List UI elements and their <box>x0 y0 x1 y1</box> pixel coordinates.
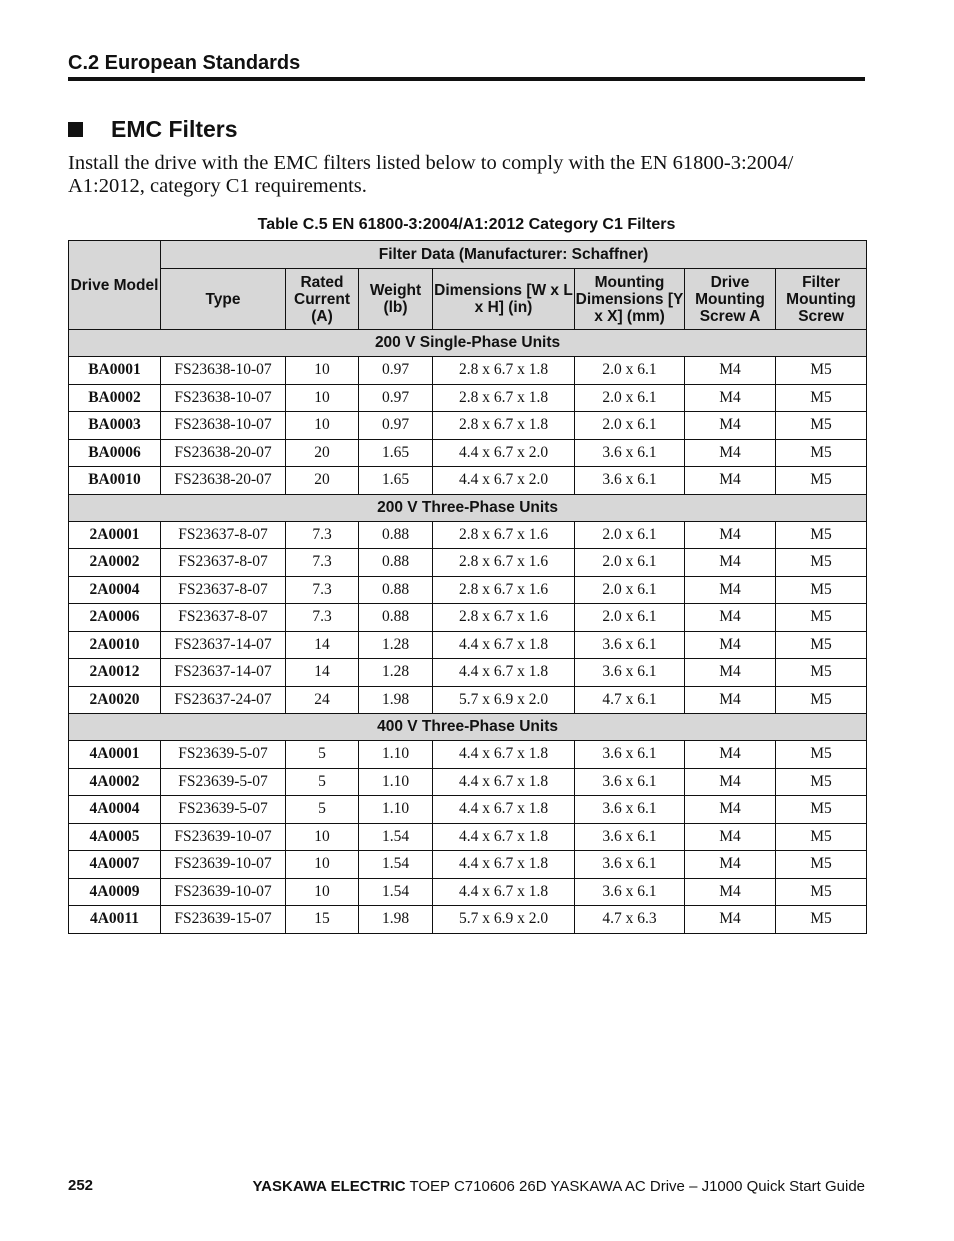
filter-screw-cell: M5 <box>776 439 867 467</box>
mounting-dimensions-cell: 3.6 x 6.1 <box>575 796 685 824</box>
table-caption: Table C.5 EN 61800-3:2004/A1:2012 Category C1 Filters <box>257 216 676 233</box>
rated-current-cell: 5 <box>286 741 359 769</box>
drive-model-cell: 2A0004 <box>69 576 161 604</box>
footer-doc-title <box>253 1178 865 1195</box>
rated-current-cell: 14 <box>286 631 359 659</box>
section-rule <box>68 77 865 81</box>
filter-screw-cell: M5 <box>776 521 867 549</box>
group-header-row <box>69 330 867 357</box>
drive-model-cell: 4A0005 <box>69 823 161 851</box>
page-number: 252 <box>68 1177 94 1194</box>
mounting-dimensions-cell: 3.6 x 6.1 <box>575 467 685 495</box>
drive-screw-cell: M4 <box>685 604 776 632</box>
filter-type-cell: FS23639-5-07 <box>161 741 286 769</box>
table-row <box>69 878 867 906</box>
group-header-row <box>69 494 867 521</box>
dimensions-cell: 4.4 x 6.7 x 2.0 <box>433 467 575 495</box>
dimensions-cell: 4.4 x 6.7 x 1.8 <box>433 823 575 851</box>
filter-type-cell: FS23637-14-07 <box>161 659 286 687</box>
weight-cell: 0.97 <box>359 357 433 385</box>
filter-type-cell: FS23638-20-07 <box>161 467 286 495</box>
filter-type-cell: FS23638-10-07 <box>161 357 286 385</box>
filter-screw-cell: M5 <box>776 851 867 879</box>
weight-cell: 1.54 <box>359 851 433 879</box>
rated-current-cell: 10 <box>286 878 359 906</box>
table-row <box>69 686 867 714</box>
mounting-dimensions-cell: 4.7 x 6.3 <box>575 906 685 934</box>
drive-screw-cell: M4 <box>685 412 776 440</box>
rated-current-cell: 20 <box>286 439 359 467</box>
filter-screw-cell: M5 <box>776 686 867 714</box>
rated-current-cell: 10 <box>286 851 359 879</box>
header-filter-screw: Filter Mounting Screw <box>776 269 867 330</box>
drive-model-cell: BA0001 <box>69 357 161 385</box>
table-row <box>69 796 867 824</box>
table-row <box>69 659 867 687</box>
table-row <box>69 357 867 385</box>
rated-current-cell: 10 <box>286 412 359 440</box>
drive-model-cell: BA0006 <box>69 439 161 467</box>
filter-screw-cell: M5 <box>776 878 867 906</box>
rated-current-cell: 15 <box>286 906 359 934</box>
drive-model-cell: 4A0009 <box>69 878 161 906</box>
drive-model-cell: 2A0001 <box>69 521 161 549</box>
drive-model-cell: BA0002 <box>69 384 161 412</box>
drive-model-cell: 4A0011 <box>69 906 161 934</box>
table-row <box>69 631 867 659</box>
weight-cell: 1.98 <box>359 906 433 934</box>
table-row <box>69 467 867 495</box>
filter-type-cell: FS23639-15-07 <box>161 906 286 934</box>
square-bullet-icon <box>68 122 83 137</box>
mounting-dimensions-cell: 2.0 x 6.1 <box>575 412 685 440</box>
drive-screw-cell: M4 <box>685 659 776 687</box>
mounting-dimensions-cell: 2.0 x 6.1 <box>575 357 685 385</box>
filter-screw-cell: M5 <box>776 906 867 934</box>
dimensions-cell: 4.4 x 6.7 x 1.8 <box>433 631 575 659</box>
weight-cell: 1.65 <box>359 439 433 467</box>
footer-doc: TOEP C710606 26D YASKAWA AC Drive – J1000 Quick Start Guide <box>405 1178 865 1195</box>
filter-type-cell: FS23637-8-07 <box>161 521 286 549</box>
table-row <box>69 906 867 934</box>
filter-type-cell: FS23639-5-07 <box>161 768 286 796</box>
filter-type-cell: FS23639-5-07 <box>161 796 286 824</box>
filter-screw-cell: M5 <box>776 631 867 659</box>
filter-screw-cell: M5 <box>776 741 867 769</box>
drive-model-cell: 4A0007 <box>69 851 161 879</box>
filter-screw-cell: M5 <box>776 384 867 412</box>
header-type: Type <box>161 269 286 330</box>
rated-current-cell: 5 <box>286 768 359 796</box>
table-row <box>69 549 867 577</box>
dimensions-cell: 4.4 x 6.7 x 2.0 <box>433 439 575 467</box>
filter-type-cell: FS23638-10-07 <box>161 412 286 440</box>
filter-type-cell: FS23639-10-07 <box>161 823 286 851</box>
mounting-dimensions-cell: 3.6 x 6.1 <box>575 851 685 879</box>
dimensions-cell: 2.8 x 6.7 x 1.8 <box>433 412 575 440</box>
rated-current-cell: 7.3 <box>286 576 359 604</box>
weight-cell: 1.98 <box>359 686 433 714</box>
drive-model-cell: 2A0020 <box>69 686 161 714</box>
table-row <box>69 851 867 879</box>
filter-type-cell: FS23637-8-07 <box>161 549 286 577</box>
header-weight: Weight (lb) <box>359 269 433 330</box>
filter-type-cell: FS23638-20-07 <box>161 439 286 467</box>
drive-model-cell: BA0003 <box>69 412 161 440</box>
dimensions-cell: 2.8 x 6.7 x 1.6 <box>433 576 575 604</box>
dimensions-cell: 5.7 x 6.9 x 2.0 <box>433 906 575 934</box>
filter-screw-cell: M5 <box>776 823 867 851</box>
rated-current-cell: 24 <box>286 686 359 714</box>
filter-screw-cell: M5 <box>776 467 867 495</box>
mounting-dimensions-cell: 3.6 x 6.1 <box>575 768 685 796</box>
section-heading: C.2 European Standards <box>68 52 301 74</box>
table-row <box>69 604 867 632</box>
table-row <box>69 768 867 796</box>
drive-screw-cell: M4 <box>685 467 776 495</box>
dimensions-cell: 2.8 x 6.7 x 1.6 <box>433 604 575 632</box>
drive-screw-cell: M4 <box>685 686 776 714</box>
dimensions-cell: 4.4 x 6.7 x 1.8 <box>433 851 575 879</box>
mounting-dimensions-cell: 3.6 x 6.1 <box>575 439 685 467</box>
group-title: 400 V Three-Phase Units <box>69 714 867 741</box>
mounting-dimensions-cell: 3.6 x 6.1 <box>575 823 685 851</box>
footer-brand: YASKAWA ELECTRIC <box>252 1178 406 1195</box>
filter-screw-cell: M5 <box>776 659 867 687</box>
filter-type-cell: FS23639-10-07 <box>161 851 286 879</box>
dimensions-cell: 2.8 x 6.7 x 1.6 <box>433 521 575 549</box>
mounting-dimensions-cell: 3.6 x 6.1 <box>575 631 685 659</box>
filter-screw-cell: M5 <box>776 357 867 385</box>
dimensions-cell: 4.4 x 6.7 x 1.8 <box>433 741 575 769</box>
drive-model-cell: 2A0002 <box>69 549 161 577</box>
drive-model-cell: 4A0001 <box>69 741 161 769</box>
rated-current-cell: 7.3 <box>286 549 359 577</box>
table-row <box>69 412 867 440</box>
filter-type-cell: FS23639-10-07 <box>161 878 286 906</box>
dimensions-cell: 4.4 x 6.7 x 1.8 <box>433 768 575 796</box>
filter-type-cell: FS23637-8-07 <box>161 576 286 604</box>
mounting-dimensions-cell: 3.6 x 6.1 <box>575 741 685 769</box>
table-body <box>69 330 867 934</box>
rated-current-cell: 10 <box>286 823 359 851</box>
drive-screw-cell: M4 <box>685 768 776 796</box>
filter-screw-cell: M5 <box>776 604 867 632</box>
mounting-dimensions-cell: 2.0 x 6.1 <box>575 521 685 549</box>
group-header-row <box>69 714 867 741</box>
header-dimensions: Dimensions [W x L x H] (in) <box>433 269 575 330</box>
group-title: 200 V Three-Phase Units <box>69 494 867 521</box>
drive-screw-cell: M4 <box>685 521 776 549</box>
weight-cell: 0.88 <box>359 576 433 604</box>
table-row <box>69 576 867 604</box>
drive-model-cell: 2A0010 <box>69 631 161 659</box>
table-row <box>69 521 867 549</box>
drive-screw-cell: M4 <box>685 357 776 385</box>
drive-screw-cell: M4 <box>685 549 776 577</box>
table-row <box>69 741 867 769</box>
weight-cell: 1.28 <box>359 631 433 659</box>
dimensions-cell: 4.4 x 6.7 x 1.8 <box>433 659 575 687</box>
subheading: EMC Filters <box>111 116 238 142</box>
group-title: 200 V Single-Phase Units <box>69 330 867 357</box>
header-rated-current: Rated Current (A) <box>286 269 359 330</box>
table-row <box>69 384 867 412</box>
drive-model-cell: 2A0006 <box>69 604 161 632</box>
drive-screw-cell: M4 <box>685 823 776 851</box>
dimensions-cell: 5.7 x 6.9 x 2.0 <box>433 686 575 714</box>
weight-cell: 0.97 <box>359 384 433 412</box>
dimensions-cell: 2.8 x 6.7 x 1.8 <box>433 384 575 412</box>
rated-current-cell: 14 <box>286 659 359 687</box>
mounting-dimensions-cell: 3.6 x 6.1 <box>575 878 685 906</box>
mounting-dimensions-cell: 4.7 x 6.1 <box>575 686 685 714</box>
mounting-dimensions-cell: 2.0 x 6.1 <box>575 549 685 577</box>
filter-screw-cell: M5 <box>776 796 867 824</box>
table-row <box>69 823 867 851</box>
dimensions-cell: 2.8 x 6.7 x 1.8 <box>433 357 575 385</box>
weight-cell: 1.28 <box>359 659 433 687</box>
drive-model-cell: BA0010 <box>69 467 161 495</box>
rated-current-cell: 7.3 <box>286 521 359 549</box>
header-drive-model: Drive Model <box>69 241 161 330</box>
intro-paragraph: Install the drive with the EMC filters listed below to comply with the EN 61800-3:2004/ A1:2012, category C1 requirements. <box>68 152 794 197</box>
filter-type-cell: FS23637-8-07 <box>161 604 286 632</box>
dimensions-cell: 2.8 x 6.7 x 1.6 <box>433 549 575 577</box>
drive-screw-cell: M4 <box>685 631 776 659</box>
emc-filter-table <box>68 240 867 934</box>
rated-current-cell: 10 <box>286 384 359 412</box>
filter-type-cell: FS23638-10-07 <box>161 384 286 412</box>
weight-cell: 1.54 <box>359 823 433 851</box>
weight-cell: 0.97 <box>359 412 433 440</box>
mounting-dimensions-cell: 2.0 x 6.1 <box>575 384 685 412</box>
filter-screw-cell: M5 <box>776 768 867 796</box>
drive-screw-cell: M4 <box>685 796 776 824</box>
filter-screw-cell: M5 <box>776 576 867 604</box>
drive-model-cell: 4A0002 <box>69 768 161 796</box>
filter-screw-cell: M5 <box>776 549 867 577</box>
rated-current-cell: 5 <box>286 796 359 824</box>
drive-screw-cell: M4 <box>685 851 776 879</box>
drive-screw-cell: M4 <box>685 576 776 604</box>
filter-type-cell: FS23637-14-07 <box>161 631 286 659</box>
rated-current-cell: 7.3 <box>286 604 359 632</box>
subheading-block <box>68 114 238 144</box>
weight-cell: 1.10 <box>359 796 433 824</box>
header-mounting-dimensions: Mounting Dimensions [Y x X] (mm) <box>575 269 685 330</box>
drive-model-cell: 2A0012 <box>69 659 161 687</box>
drive-model-cell: 4A0004 <box>69 796 161 824</box>
header-drive-screw: Drive Mounting Screw A <box>685 269 776 330</box>
mounting-dimensions-cell: 3.6 x 6.1 <box>575 659 685 687</box>
weight-cell: 1.10 <box>359 768 433 796</box>
dimensions-cell: 4.4 x 6.7 x 1.8 <box>433 878 575 906</box>
rated-current-cell: 20 <box>286 467 359 495</box>
filter-screw-cell: M5 <box>776 412 867 440</box>
drive-screw-cell: M4 <box>685 384 776 412</box>
weight-cell: 1.65 <box>359 467 433 495</box>
drive-screw-cell: M4 <box>685 878 776 906</box>
drive-screw-cell: M4 <box>685 741 776 769</box>
header-filter-data: Filter Data (Manufacturer: Schaffner) <box>161 241 867 269</box>
weight-cell: 1.10 <box>359 741 433 769</box>
weight-cell: 0.88 <box>359 549 433 577</box>
table-row <box>69 439 867 467</box>
drive-screw-cell: M4 <box>685 906 776 934</box>
filter-type-cell: FS23637-24-07 <box>161 686 286 714</box>
weight-cell: 0.88 <box>359 604 433 632</box>
weight-cell: 1.54 <box>359 878 433 906</box>
weight-cell: 0.88 <box>359 521 433 549</box>
drive-screw-cell: M4 <box>685 439 776 467</box>
dimensions-cell: 4.4 x 6.7 x 1.8 <box>433 796 575 824</box>
mounting-dimensions-cell: 2.0 x 6.1 <box>575 604 685 632</box>
mounting-dimensions-cell: 2.0 x 6.1 <box>575 576 685 604</box>
rated-current-cell: 10 <box>286 357 359 385</box>
